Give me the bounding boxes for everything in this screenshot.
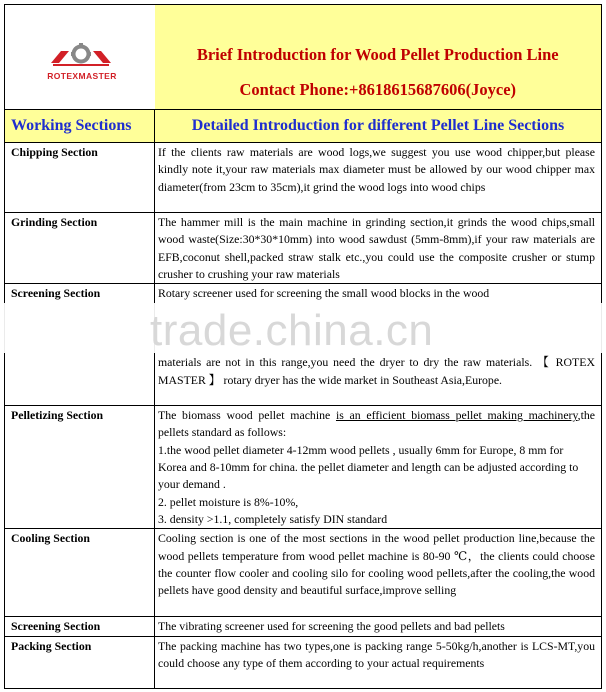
section-description [155,143,602,213]
pelletizing-item-2: 2. pellet moisture is 8%-10%, [158,494,299,509]
section-name: Pelletizing Section [5,406,155,529]
table-row [5,406,602,529]
screening-text-bottom: materials are not in this range,you need the dryer to dry the raw materials. 【 ROTEX MASTER 】 rotary dryer has the wide market in Southeast Asia,Europe. [158,355,595,387]
section-name: Packing Section [5,636,155,688]
section-description [155,617,602,636]
pelletizing-item-1: 1.the wood pellet diameter 4-12mm wood pellets , usually 6mm for Europe, 8 mm for Korea and 8-10mm for china. the pellet diameter and length can be adjusted according to your demand . [158,442,579,492]
section-description [155,213,602,284]
pelletizing-intro-a: The biomass wood pellet machine [158,408,336,423]
column-header-row [5,110,602,143]
section-name: Chipping Section [5,143,155,213]
column-header-details: Detailed Introduction for different Pellet Line Sections [155,110,602,143]
watermark: trade.china.cn [150,306,434,355]
section-name: Grinding Section [5,213,155,284]
grinding-text: The hammer mill is the main machine in grinding section,it grinds the wood chips,small wood waste(Size:30*30*10mm) into wood sawdust (5mm-8mm),if your raw materials are EFB,coconut shell,packed straw stalk etc.,you could use the composite crusher or stump crusher to crushing your raw materials [158,215,595,281]
packing-text: The packing machine has two types,one is packing range 5-50kg/h,another is LCS-MT,you could choose any type of them according to your actual requirements [158,638,595,670]
logo-text: ROTEXMASTER [47,71,117,81]
page-title: Brief Introduction for Wood Pellet Production Line [196,45,559,64]
pelletizing-intro [158,407,595,442]
cooling-text: Cooling section is one of the most sections in the wood pellet production line,because the wood pellets temperature from wood pellet machine is 80-90 ℃，the clients could choose the counter flow cooler and cooling silo for cooling wood pellets,after the cooling,the wood pellets have good density and beautiful surface,improve selling [158,531,595,598]
rotexmaster-gear-logo-icon [49,43,113,69]
screening-text-top: Rotary screener used for screening the small wood blocks in the wood [158,286,490,301]
header-row [5,5,602,110]
pelletizing-item-3: 3. density >1.1, completely satisfy DIN standard [158,511,388,526]
screening2-text: The vibrating screener used for screening the good pellets and bad pellets [158,619,505,634]
section-name: Screening Section [5,617,155,636]
column-header-sections: Working Sections [5,110,155,143]
chipping-text: If the clients raw materials are wood logs,we suggest you use wood chipper,but please kindly note it,your raw materials max diameter must be allowed by our wood chipper max diameter(from 23cm to 35cm),it grind the wood logs into wood chips [158,145,595,194]
section-name: Cooling Section [5,529,155,617]
logo-cell [5,5,155,110]
section-description [155,406,602,529]
table-row [5,617,602,636]
section-description [155,636,602,688]
title-cell [155,5,602,110]
contact-phone: Contact Phone:+8618615687606(Joyce) [239,80,517,99]
table-row [5,529,602,617]
table-row [5,143,602,213]
section-description [155,529,602,617]
table-row [5,213,602,284]
pelletizing-intro-b: ,the pellets standard as follows: [158,408,595,440]
table-row [5,636,602,688]
pelletizing-intro-underlined: is an efficient biomass pellet making machinery [335,408,578,423]
brand-logo [27,43,137,83]
section-name: Screening Section [5,284,155,406]
